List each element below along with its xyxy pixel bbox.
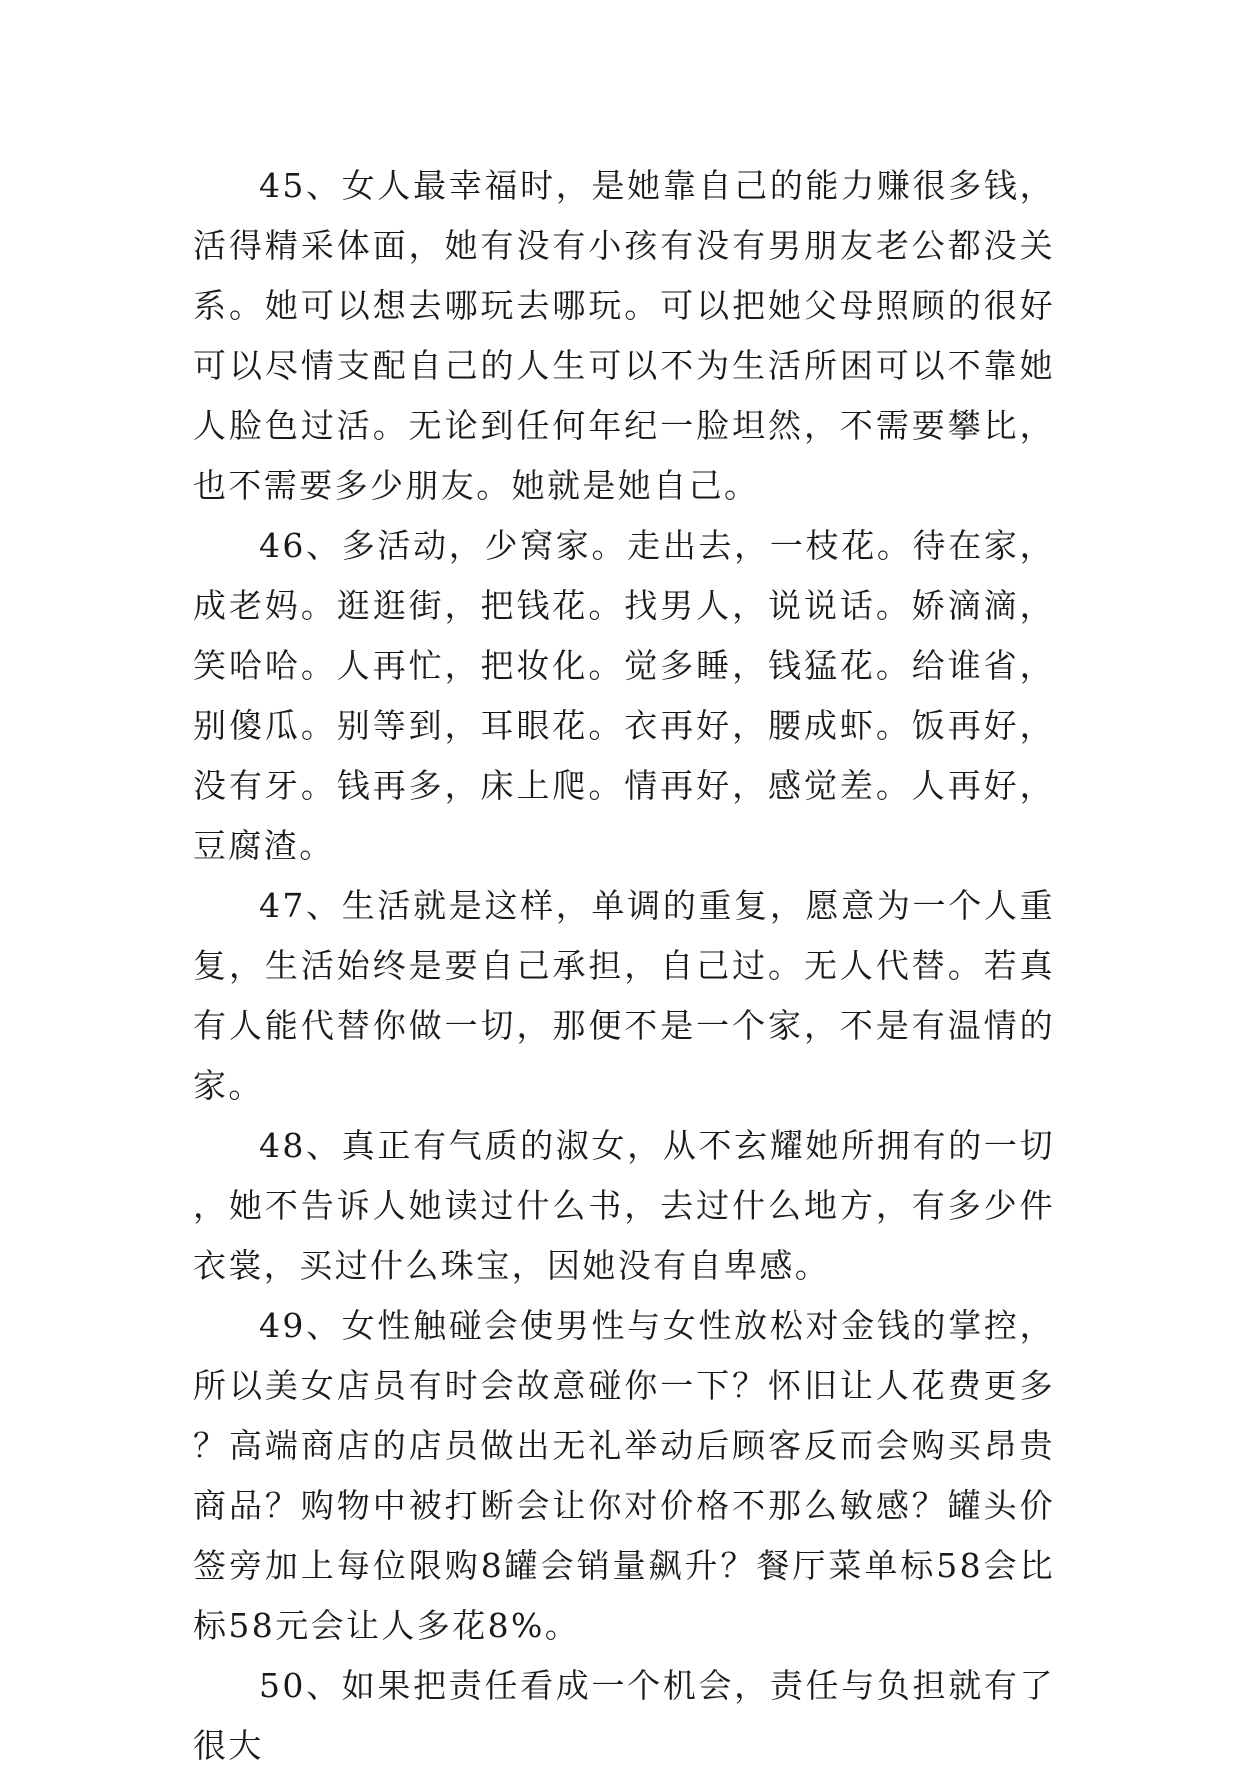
paragraph-45: 45、女人最幸福时，是她靠自己的能力赚很多钱，活得精采体面，她有没有小孩有没有男朋友老公都没关系。她可以想去哪玩去哪玩。可以把她父母照顾的很好可以尽情支配自己的人生可以不为生活所困可以不靠她人脸色过活。无论到任何年纪一脸坦然，不需要攀比，也不需要多少朋友。她就是她自己。 xyxy=(193,166,1055,505)
document-body xyxy=(193,156,1055,1776)
paragraph-50: 50、如果把责任看成一个机会，责任与负担就有了很大 xyxy=(193,1666,1055,1765)
paragraph-49: 49、女性触碰会使男性与女性放松对金钱的掌控，所以美女店员有时会故意碰你一下？怀旧让人花费更多？高端商店的店员做出无礼举动后顾客反而会购买昂贵商品？购物中被打断会让你对价格不那么敏感？罐头价签旁加上每位限购8罐会销量飙升？餐厅菜单标58会比标58元会让人多花8%。 xyxy=(193,1306,1055,1645)
paragraph-46: 46、多活动，少窝家。走出去，一枝花。待在家，成老妈。逛逛街，把钱花。找男人，说说话。娇滴滴，笑哈哈。人再忙，把妆化。觉多睡，钱猛花。给谁省，别傻瓜。别等到，耳眼花。衣再好，腰成虾。饭再好，没有牙。钱再多，床上爬。情再好，感觉差。人再好，豆腐渣。 xyxy=(193,526,1055,865)
paragraph-47: 47、生活就是这样，单调的重复，愿意为一个人重复，生活始终是要自己承担，自己过。无人代替。若真有人能代替你做一切，那便不是一个家，不是有温情的家。 xyxy=(193,886,1055,1105)
paragraph-48: 48、真正有气质的淑女，从不玄耀她所拥有的一切，她不告诉人她读过什么书，去过什么地方，有多少件衣裳，买过什么珠宝，因她没有自卑感。 xyxy=(193,1126,1055,1285)
